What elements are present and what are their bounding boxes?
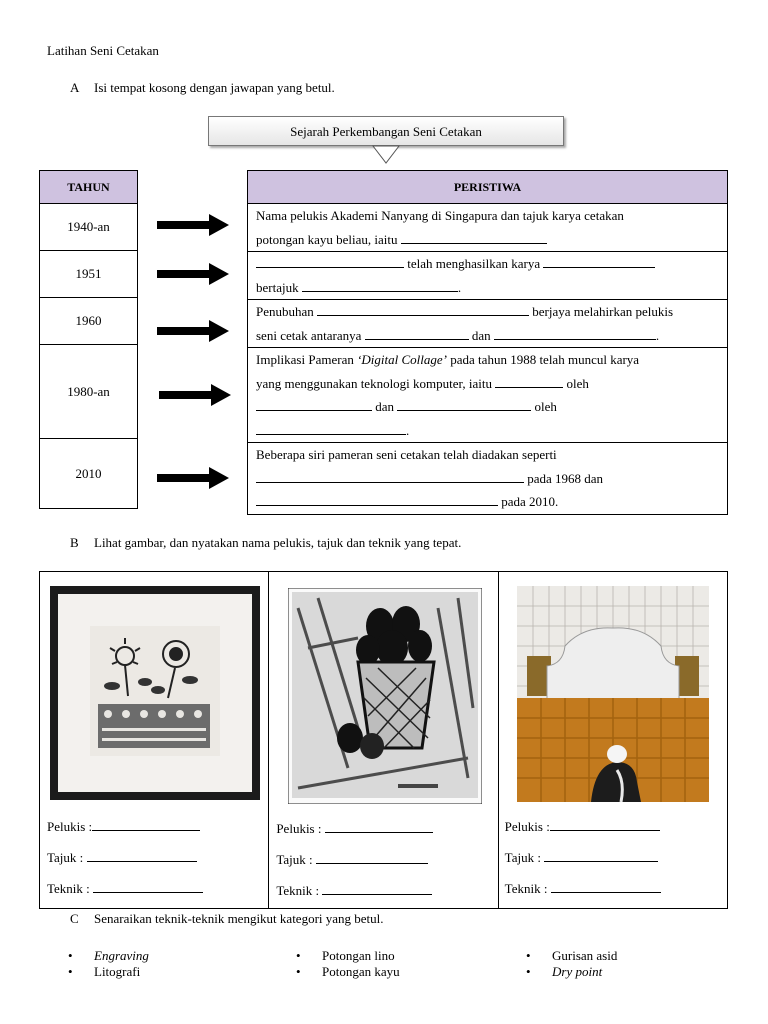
list-item: • Potongan lino	[296, 948, 395, 963]
bullet-list-2	[296, 948, 400, 980]
tajuk-field: Tajuk :	[276, 851, 428, 868]
year-cell: 1960	[40, 298, 138, 345]
callout-box: Sejarah Perkembangan Seni Cetakan	[208, 116, 564, 146]
answer-blank[interactable]	[550, 818, 660, 831]
artwork-image-flowers	[50, 586, 260, 800]
answer-blank[interactable]	[317, 303, 529, 316]
answer-blank[interactable]	[543, 255, 655, 268]
answer-blank[interactable]	[365, 327, 469, 340]
answer-blank[interactable]	[302, 279, 458, 292]
section-c-heading	[70, 911, 384, 927]
section-b-instruction: Lihat gambar, dan nyatakan nama pelukis, tajuk dan teknik yang tepat.	[94, 535, 462, 550]
year-header: TAHUN	[40, 171, 138, 204]
answer-blank[interactable]	[397, 398, 531, 411]
bullet-list-1	[68, 948, 149, 980]
section-a-instruction: Isi tempat kosong dengan jawapan yang betul.	[94, 80, 335, 95]
list-item: • Dry point	[526, 964, 603, 979]
teknik-field: Teknik :	[505, 880, 661, 897]
right-arrow-icon	[157, 214, 229, 236]
answer-blank[interactable]	[256, 422, 406, 435]
right-arrow-icon	[157, 320, 229, 342]
event-cell: Implikasi Pameran ‘Digital Collage’ pada tahun 1988 telah muncul karya yang menggunakan teknologi komputer, iaitu oleh dan oleh .	[248, 348, 728, 443]
year-cell: 1940-an	[40, 204, 138, 251]
list-item: • Litografi	[68, 964, 141, 979]
event-cell: Penubuhan berjaya melahirkan pelukis seni cetak antaranya dan .	[248, 300, 728, 348]
answer-blank[interactable]	[322, 882, 432, 895]
list-item: • Engraving	[68, 948, 149, 963]
section-a-label: A	[70, 80, 80, 95]
year-cell: 1980-an	[40, 345, 138, 439]
section-c-instruction: Senaraikan teknik-teknik mengikut kategori yang betul.	[94, 911, 384, 926]
callout-down-arrow	[372, 145, 400, 165]
right-arrow-icon	[157, 467, 229, 489]
artwork-card	[40, 572, 269, 908]
section-c-label: C	[70, 911, 79, 926]
answer-blank[interactable]	[93, 880, 203, 893]
right-arrow-icon	[157, 263, 229, 285]
teknik-field: Teknik :	[276, 882, 432, 899]
section-b-label: B	[70, 535, 79, 550]
year-table	[39, 170, 138, 509]
list-item: • Gurisan asid	[526, 948, 618, 963]
section-a-heading	[70, 80, 335, 96]
section-b-heading	[70, 535, 461, 551]
tajuk-field: Tajuk :	[505, 849, 659, 866]
answer-blank[interactable]	[256, 493, 498, 506]
teknik-field: Teknik :	[47, 880, 203, 897]
event-header: PERISTIWA	[248, 171, 728, 204]
bullet-list-3	[526, 948, 617, 980]
right-arrow-icon	[159, 384, 231, 406]
answer-blank[interactable]	[494, 327, 656, 340]
artwork-image-mosque-figure	[517, 586, 709, 802]
event-cell: telah menghasilkan karya bertajuk .	[248, 252, 728, 300]
answer-blank[interactable]	[551, 880, 661, 893]
event-cell: Beberapa siri pameran seni cetakan telah diadakan seperti pada 1968 dan pada 2010.	[248, 443, 728, 515]
answer-blank[interactable]	[401, 231, 547, 244]
year-cell: 2010	[40, 439, 138, 509]
artwork-grid	[39, 571, 728, 909]
answer-blank[interactable]	[544, 849, 658, 862]
list-item: • Potongan kayu	[296, 964, 400, 979]
year-cell: 1951	[40, 251, 138, 298]
tajuk-field: Tajuk :	[47, 849, 197, 866]
event-table	[247, 170, 728, 515]
answer-blank[interactable]	[256, 398, 372, 411]
pelukis-field: Pelukis :	[276, 820, 432, 837]
answer-blank[interactable]	[92, 818, 200, 831]
event-cell: Nama pelukis Akademi Nanyang di Singapura dan tajuk karya cetakan potongan kayu beliau, iaitu	[248, 204, 728, 252]
pelukis-field: Pelukis :	[505, 818, 660, 835]
answer-blank[interactable]	[87, 849, 197, 862]
answer-blank[interactable]	[495, 375, 563, 388]
pelukis-field: Pelukis :	[47, 818, 200, 835]
answer-blank[interactable]	[316, 851, 428, 864]
page-title: Latihan Seni Cetakan	[47, 43, 159, 58]
artwork-card	[499, 572, 727, 908]
answer-blank[interactable]	[256, 255, 404, 268]
artwork-card	[269, 572, 498, 908]
answer-blank[interactable]	[256, 470, 524, 483]
answer-blank[interactable]	[325, 820, 433, 833]
artwork-image-fruit-basket	[288, 588, 482, 804]
